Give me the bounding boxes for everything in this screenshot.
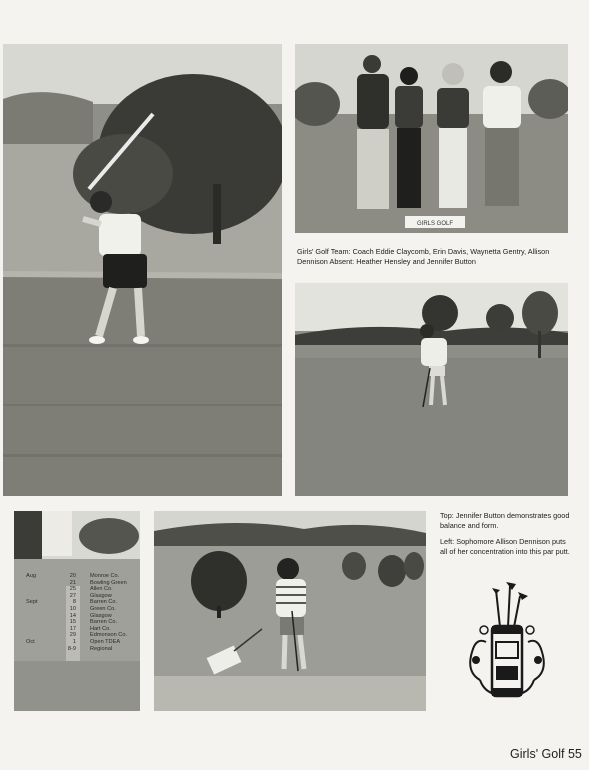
schedule-date: 21 — [69, 579, 76, 586]
schedule-date: 15 — [69, 619, 76, 626]
schedule-row — [14, 613, 140, 620]
schedule-opponent: Glasgow — [90, 612, 112, 619]
team-portrait-photo — [295, 44, 568, 233]
schedule-date: 1 — [72, 638, 76, 645]
schedule-row — [14, 606, 140, 613]
schedule-date: 29 — [69, 632, 76, 639]
schedule-opponent: Bowling Green — [90, 579, 127, 586]
schedule-date: 8-9 — [67, 645, 76, 652]
golfer-concentrating-photo — [154, 511, 426, 711]
golfer-putting-photo — [295, 283, 568, 496]
schedule-opponent: Barren Co. — [90, 619, 118, 626]
schedule-row — [14, 619, 140, 626]
team-sign-text: GIRLS GOLF — [416, 221, 454, 227]
schedule-row — [14, 580, 140, 587]
schedule-date: 20 — [69, 573, 76, 579]
schedule-month: Sept — [26, 599, 38, 606]
schedule-date: 8 — [72, 599, 76, 606]
schedule-row — [14, 632, 140, 639]
schedule-date: 17 — [69, 625, 76, 632]
schedule-row — [14, 586, 140, 593]
schedule-opponent: Barren Co. — [90, 599, 118, 606]
schedule-month: Aug — [26, 573, 36, 579]
schedule-opponent: Glasgow — [90, 592, 112, 599]
top-photo-caption: Top: Jennifer Button demonstrates good balance and form. — [440, 511, 570, 530]
schedule-date: 10 — [69, 605, 76, 612]
schedule-row — [14, 593, 140, 600]
left-photo-caption: Left: Sophomore Allison Dennison puts all of her concentration into this par putt. — [440, 537, 570, 556]
golfer-swinging-photo — [3, 44, 282, 496]
schedule-row — [14, 599, 140, 606]
schedule-row — [14, 626, 140, 633]
schedule-month: Oct — [26, 638, 35, 645]
schedule-opponent: Green Co. — [90, 605, 116, 612]
schedule-date: 14 — [69, 612, 76, 619]
schedule-opponent: Regional — [90, 645, 113, 652]
schedule-opponent: Allen Co. — [90, 586, 113, 593]
golf-schedule — [14, 573, 140, 652]
team-caption: Girls' Golf Team: Coach Eddie Claycomb, Erin Davis, Waynetta Gentry, Allison Dennison Absent: Heather Hensley and Jennifer Button — [297, 247, 550, 266]
golf-bag-icon — [466, 582, 548, 704]
schedule-row — [14, 646, 140, 653]
schedule-row — [14, 639, 140, 646]
schedule-row — [14, 573, 140, 580]
schedule-date: 25 — [69, 586, 76, 593]
schedule-opponent: Hart Co. — [90, 625, 111, 632]
schedule-opponent: Edmonson Co. — [90, 632, 128, 639]
page-footer: Girls' Golf 55 — [510, 747, 582, 761]
schedule-opponent: Monroe Co. — [90, 573, 120, 579]
schedule-date: 27 — [69, 592, 76, 599]
schedule-opponent: Open TDEA — [90, 638, 121, 645]
